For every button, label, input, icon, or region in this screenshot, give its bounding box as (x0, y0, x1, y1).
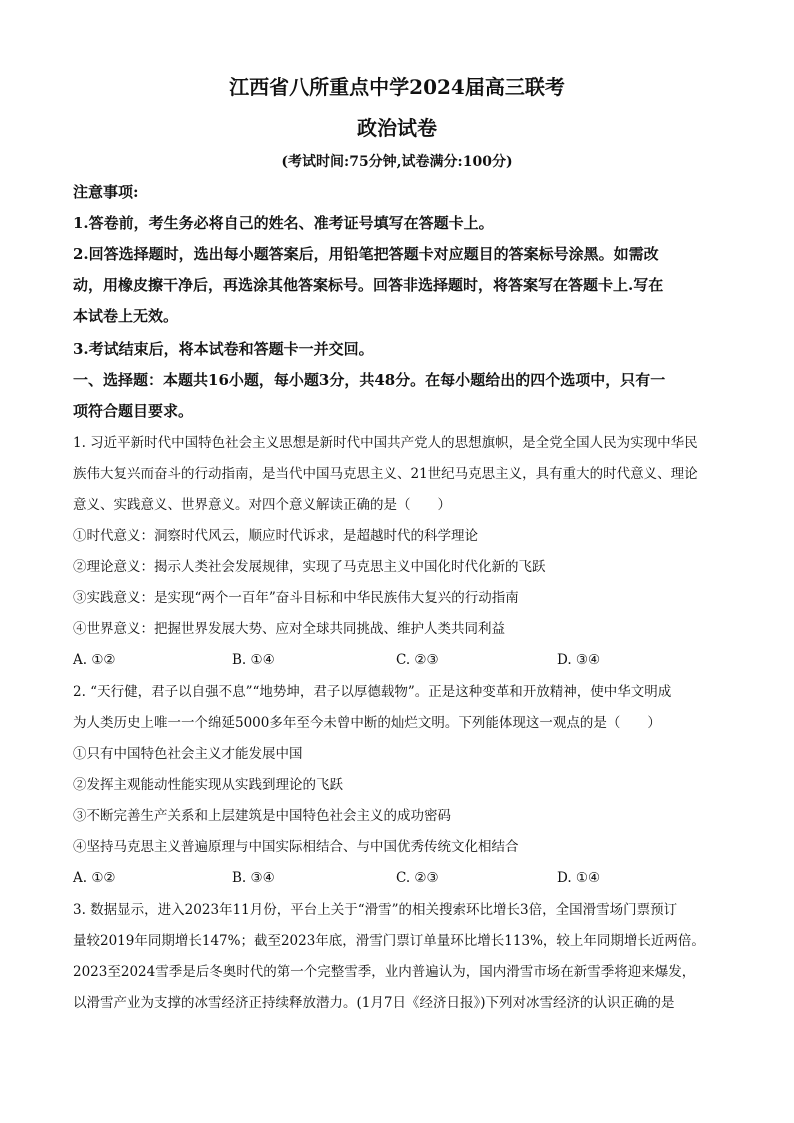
notice-line: 1.答卷前，考生务必将自己的姓名、准考证号填写在答题卡上。 (73, 214, 494, 232)
section-heading: 项符合题目要求。 (73, 402, 194, 420)
question-1-item: ②理论意义：揭示人类社会发展规律，实现了马克思主义中国化时代化新的飞跃 (73, 559, 546, 575)
notice-line: 本试卷上无效。 (73, 307, 179, 325)
question-1-option-c[interactable]: C. ②③ (396, 652, 439, 668)
question-3-stem: 量较2019年同期增长147%；截至2023年底，滑雪门票订单量环比增长113%，较上年同期增长近两倍。 (73, 933, 705, 949)
notice-line: 2.回答选择题时，选出每小题答案后，用铅笔把答题卡对应题目的答案标号涂黑。如需改 (73, 245, 659, 263)
notice-heading: 注意事项: (73, 183, 139, 201)
question-2-option-c[interactable]: C. ②③ (396, 870, 439, 886)
question-1-stem: 意义、实践意义、世界意义。对四个意义解读正确的是（ ） (73, 497, 451, 513)
exam-info: (考试时间:75分钟,试卷满分:100分) (281, 154, 513, 170)
question-1-item: ①时代意义：洞察时代风云，顺应时代诉求，是超越时代的科学理论 (73, 528, 478, 544)
question-2-item: ①只有中国特色社会主义才能发展中国 (73, 746, 303, 762)
question-2-item: ②发挥主观能动性能实现从实践到理论的飞跃 (73, 777, 343, 793)
question-1-item: ③实践意义：是实现“两个一百年”奋斗目标和中华民族伟大复兴的行动指南 (73, 590, 519, 606)
question-2-option-d[interactable]: D. ①④ (557, 870, 601, 886)
question-1-stem: 1. 习近平新时代中国特色社会主义思想是新时代中国共产党人的思想旗帜，是全党全国人民为实现中华民 (73, 435, 698, 451)
question-1-stem: 族伟大复兴而奋斗的行动指南，是当代中国马克思主义、21世纪马克思主义，具有重大的时代意义、理论 (73, 466, 698, 482)
question-1-item: ④世界意义：把握世界发展大势、应对全球共同挑战、维护人类共同利益 (73, 621, 505, 637)
notice-line: 3.考试结束后，将本试卷和答题卡一并交回。 (73, 340, 374, 358)
question-1-option-a[interactable]: A. ①② (73, 652, 116, 668)
question-1-option-d[interactable]: D. ③④ (557, 652, 601, 668)
section-heading: 一、选择题：本题共16小题，每小题3分，共48分。在每小题给出的四个选项中，只有一 (73, 371, 666, 389)
question-2-option-a[interactable]: A. ①② (73, 870, 116, 886)
question-2-item: ④坚持马克思主义普遍原理与中国实际相结合、与中国优秀传统文化相结合 (73, 839, 519, 855)
question-3-stem: 3. 数据显示，进入2023年11月份，平台上关于“滑雪”的相关搜索环比增长3倍，全国滑雪场门票预订 (73, 902, 678, 918)
notice-line: 动，用橡皮擦干净后，再选涂其他答案标号。回答非选择题时，将答案写在答题卡上.写在 (73, 276, 664, 294)
question-2-option-b[interactable]: B. ③④ (232, 870, 275, 886)
question-2-item: ③不断完善生产关系和上层建筑是中国特色社会主义的成功密码 (73, 808, 451, 824)
question-3-stem: 2023至2024雪季是后冬奥时代的第一个完整雪季，业内普遍认为，国内滑雪市场在新雪季将迎来爆发， (73, 964, 696, 980)
question-3-stem: 以滑雪产业为支撑的冰雪经济正持续释放潜力。(1月7日《经济日报》)下列对冰雪经济的认识正确的是 (73, 995, 675, 1011)
question-2-stem: 2. “天行健，君子以自强不息”“地势坤，君子以厚德载物”。正是这种变革和开放精神，使中华文明成 (73, 684, 672, 700)
exam-title: 江西省八所重点中学2024届高三联考 (229, 75, 565, 99)
question-2-stem: 为人类历史上唯一一个绵延5000多年至今未曾中断的灿烂文明。下列能体现这一观点的是（ ） (73, 715, 661, 731)
subject-title: 政治试卷 (357, 116, 437, 140)
question-1-option-b[interactable]: B. ①④ (232, 652, 275, 668)
